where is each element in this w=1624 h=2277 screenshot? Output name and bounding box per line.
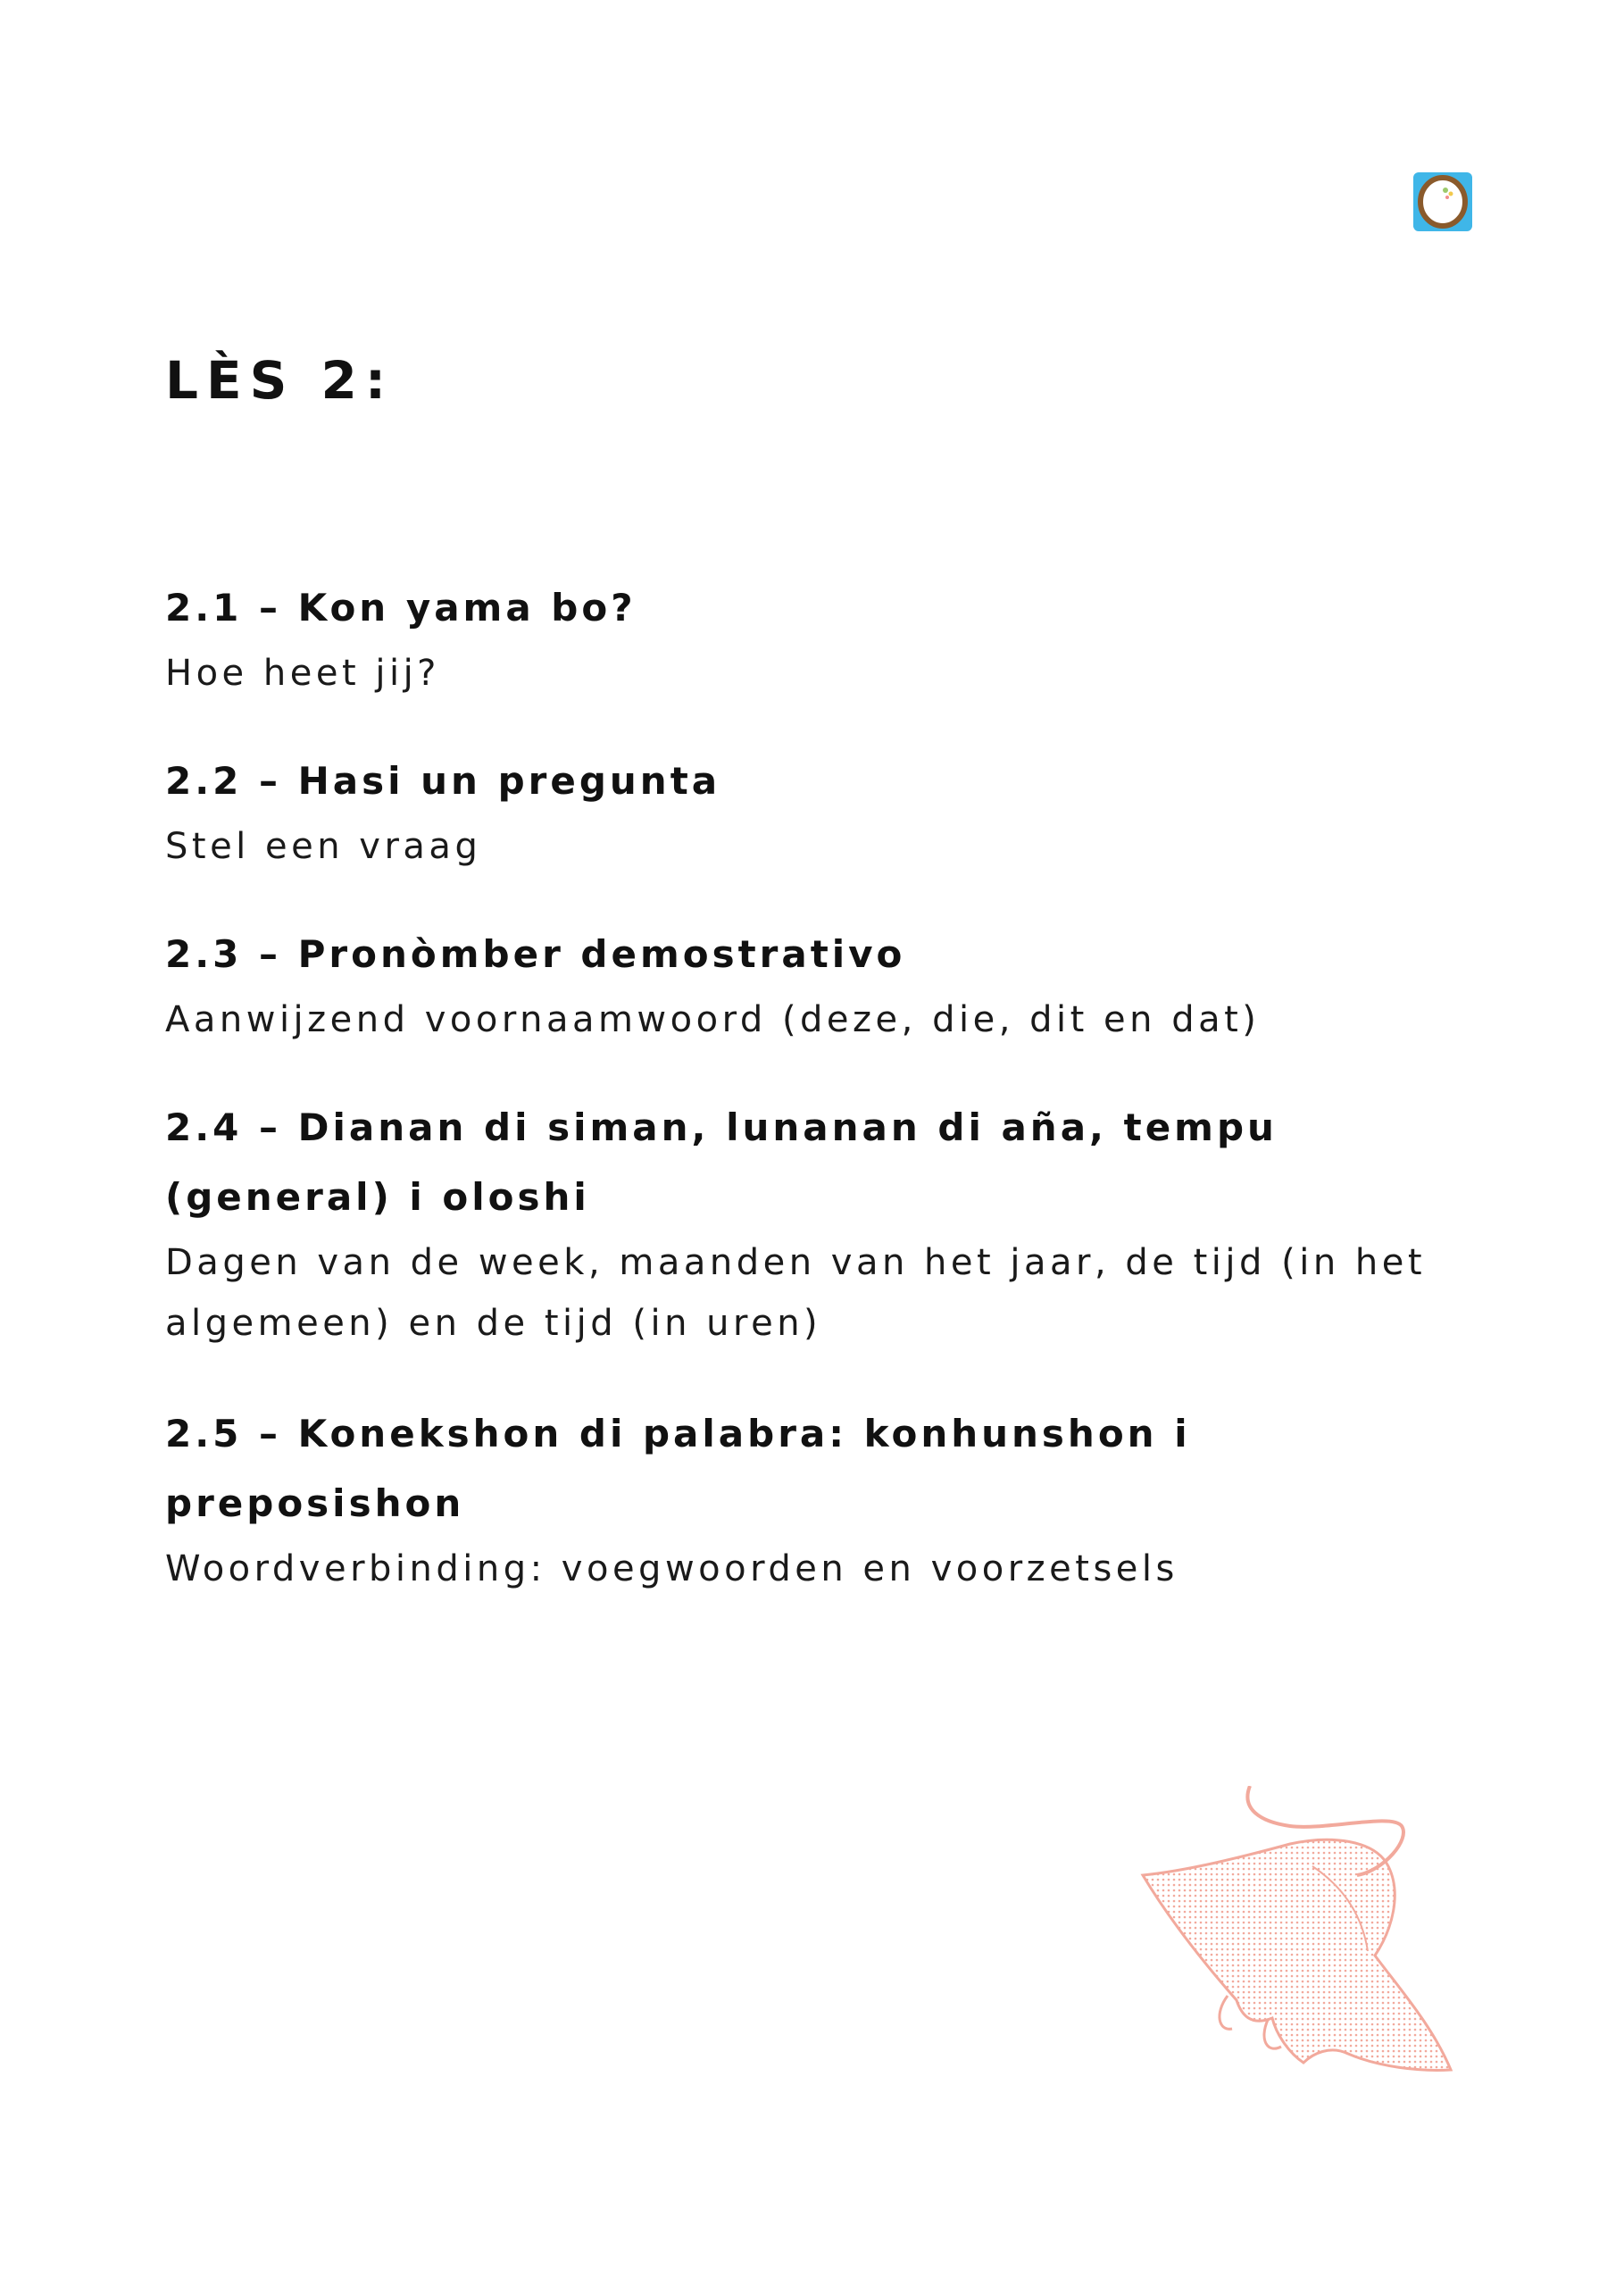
logo-icon (1413, 172, 1472, 231)
section-heading: 2.4 – Dianan di siman, lunanan di aña, tempu (general) i oloshi (165, 1105, 1278, 1219)
page-title: LÈS 2: (165, 350, 395, 411)
lesson-section-2-3 (165, 920, 1487, 1050)
section-subtitle: Hoe heet jij? (165, 653, 440, 694)
lesson-section-2-1 (165, 573, 1487, 704)
section-subtitle: Stel een vraag (165, 826, 482, 867)
lesson-section-2-5 (165, 1399, 1487, 1599)
lesson-section-2-2 (165, 746, 1487, 877)
lesson-section-2-4 (165, 1093, 1487, 1354)
section-subtitle: Aanwijzend voornaamwoord (deze, die, dit en dat) (165, 999, 1261, 1040)
section-heading: 2.1 – Kon yama bo? (165, 586, 637, 630)
section-heading: 2.5 – Konekshon di palabra: konhunshon i preposishon (165, 1412, 1191, 1525)
section-heading: 2.2 – Hasi un pregunta (165, 759, 721, 803)
section-heading: 2.3 – Pronòmber demostrativo (165, 932, 906, 976)
manta-ray-icon (1134, 1786, 1464, 2089)
section-subtitle: Dagen van de week, maanden van het jaar, de tijd (in het algemeen) en de tijd (in uren) (165, 1242, 1427, 1344)
section-subtitle: Woordverbinding: voegwoorden en voorzetsels (165, 1548, 1178, 1589)
